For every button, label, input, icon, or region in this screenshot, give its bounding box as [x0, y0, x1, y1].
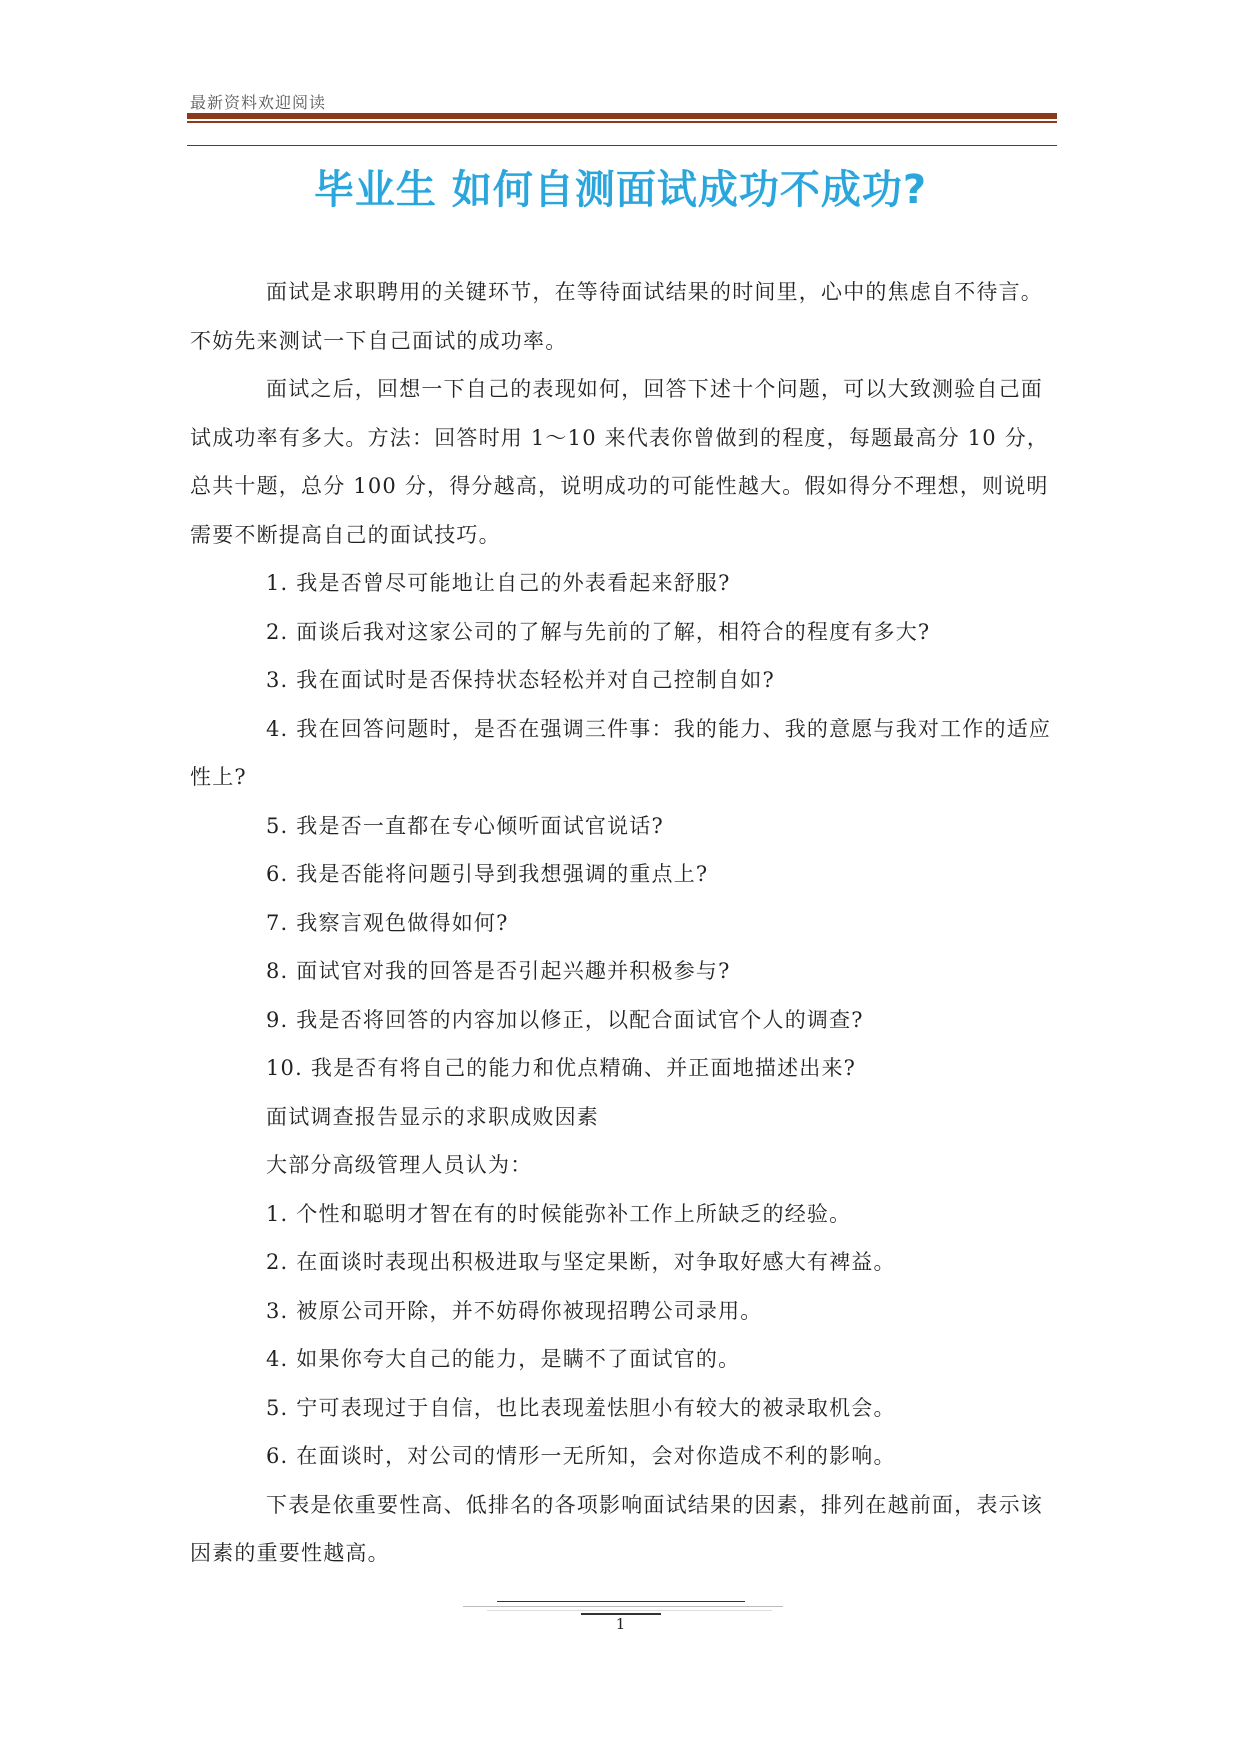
page-number: 1: [615, 1615, 626, 1633]
finding-item: 5. 宁可表现过于自信，也比表现羞怯胆小有较大的被录取机会。: [266, 1395, 896, 1420]
finding-item: 4. 如果你夸大自己的能力，是瞒不了面试官的。: [266, 1347, 741, 1371]
question-item: 1. 我是否曾尽可能地让自己的外表看起来舒服?: [266, 571, 731, 595]
finding-item: 6. 在面谈时，对公司的情形一无所知，会对你造成不利的影响。: [266, 1444, 896, 1468]
paragraph-method: 面试之后，回想一下自己的表现如何，回答下述十个问题，可以大致测验自己面试成功率有多大。方法：回答时用 1～10 来代表你曾做到的程度，每题最高分 10 分，总共十题，总分 100 分，得分越高，说明成功的可能性越大。假如得分不理想，则说明需要不断提高自己的面试技巧。: [190, 377, 1050, 547]
question-item: 6. 我是否能将问题引导到我想强调的重点上?: [266, 862, 709, 886]
paragraph-intro: 面试是求职聘用的关键环节，在等待面试结果的时间里，心中的焦虑自不待言。不妨先来测试一下自己面试的成功率。: [190, 280, 1043, 353]
document-title: 毕业生 如何自测面试成功不成功?: [313, 167, 928, 213]
paragraph-table-intro: 下表是依重要性高、低排名的各项影响面试结果的因素，排列在越前面，表示该因素的重要性越高。: [190, 1492, 1043, 1565]
finding-item: 1. 个性和聪明才智在有的时候能弥补工作上所缺乏的经验。: [266, 1201, 852, 1226]
question-item: 9. 我是否将回答的内容加以修正，以配合面试官个人的调查?: [266, 1007, 864, 1032]
question-item: 5. 我是否一直都在专心倾听面试官说话?: [266, 813, 664, 838]
question-item: 8. 面试官对我的回答是否引起兴趣并积极参与?: [266, 959, 731, 983]
running-header: 最新资料欢迎阅读: [190, 93, 327, 112]
question-item: 3. 我在面试时是否保持状态轻松并对自己控制自如?: [266, 668, 775, 692]
question-item: 4. 我在回答问题时，是否在强调三件事：我的能力、我的意愿与我对工作的适应性上?: [190, 716, 1052, 789]
header-rule-thick: [187, 113, 1057, 119]
section-heading: 面试调查报告显示的求职成败因素: [266, 1104, 599, 1129]
question-item: 7. 我察言观色做得如何?: [266, 910, 509, 935]
footer-rule: [497, 1601, 745, 1602]
finding-item: 3. 被原公司开除，并不妨碍你被现招聘公司录用。: [266, 1298, 763, 1323]
footer-rule: [463, 1606, 783, 1607]
footer-rule: [487, 1610, 772, 1611]
paragraph-lead: 大部分高级管理人员认为：: [266, 1153, 533, 1177]
header-rule-underline: [187, 145, 1057, 146]
finding-item: 2. 在面谈时表现出积极进取与坚定果断，对争取好感大有裨益。: [266, 1250, 896, 1274]
question-item: 2. 面谈后我对这家公司的了解与先前的了解，相符合的程度有多大?: [266, 619, 931, 644]
question-item: 10. 我是否有将自己的能力和优点精确、并正面地描述出来?: [266, 1056, 857, 1080]
header-rule-thin: [187, 121, 1057, 123]
document-body: [190, 268, 1056, 1578]
